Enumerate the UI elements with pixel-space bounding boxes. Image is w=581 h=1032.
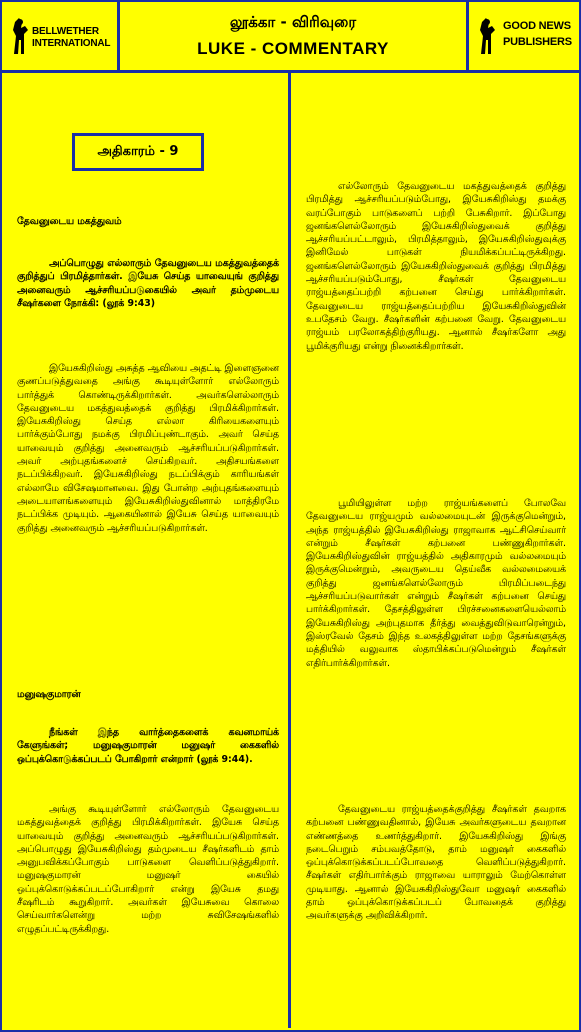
paragraph-1: இயேசுகிறிஸ்து அசுத்த ஆவியை அதட்டி இளைஞனை குணப்படுத்துவதை அங்கு கூடியுள்ளோர் எல்லோரும் பார்த்துக் கொண்டிருக்கிறார்கள். அவர்களெல்லாரும் தேவனுடைய மகத்துவத்தைக் குறித்து பிரமிக்கிறார்கள். இயேசுகிறிஸ்து செய்த எல்லா கிரியைகளையும் பார்க்கும்போது நமக்கு பிரமிப்புண்டாகும். அவர் செய்த யாவையும் குறித்து அனைவரும் ஆச்சரியப்படுகிறார்கள். அவர் அற்புதங்களைச் செய்கிறவர். அதிசயங்களை நடப்பிக்கிறவர். இயேசுகிறிஸ்து நடப்பிக்கும் காரியங்கள் எல்லாமே விசேஷமானவை. இது போன்ற அற்புதங்களையும் அடையாளங்களையும் இயேசுகிறிஸ்துவினால் மாத்திரமே நடப்பிக்க முடியும். ஆகையினால் இயேசு செய்த யாவையும் குறித்து அனைவரும் ஆச்சரியப்படுகிறார்கள்.: [17, 363, 279, 534]
quote-luke-9-43: அப்பொழுது எல்லாரும் தேவனுடைய மகத்துவத்தைக் குறித்துப் பிரமித்தார்கள். இயேசு செய்த யாவையுங் குறித்து அனைவரும் ஆச்சரியப்படுகையில் அவர் தம்முடைய சீஷர்களை நோக்கி: (லூக் 9:43): [17, 258, 279, 309]
heading-greatness: தேவனுடைய மகத்துவம்: [17, 216, 122, 227]
bellwether-ram-icon: [10, 14, 32, 56]
header: [2, 2, 579, 73]
left-logo-cell: [2, 2, 120, 70]
quote-luke-9-44: நீங்கள் இந்த வார்த்தைகளைக் கவனமாய்க் கேளுங்கள்; மனுஷகுமாரன் மனுஷர் கைகளில் ஒப்புக்கொடுக்கப்படப் போகிறார் என்றார் (லூக் 9:44).: [17, 727, 279, 765]
title-tamil: லூக்கா - விரிவுரை: [229, 13, 357, 31]
good-news-logo: [477, 12, 577, 58]
bellwether-logo: [10, 12, 110, 58]
chapter-box: அதிகாரம் - 9: [72, 133, 204, 171]
right-paragraph-3: தேவனுடைய ராஜ்யத்தைக்குறித்து சீஷர்கள் தவறாக கற்பனை பண்ணுவதினால், இயேசு அவர்களுடைய தவறான எண்ணத்தை உணர்த்துகிறார். இயேசுகிறிஸ்து இங்கு நடைபெறும் சம்பவத்தோடு, தாம் மனுஷர் கைகளில் ஒப்புக்கொடுக்கப்படப்போவதை வெளிப்படுத்துகிறார். சீஷர்கள் எதிர்பார்க்கும் ராஜாவை யாராலும் மேற்கொள்ள முடியாது. ஆனால் இயேசுகிறிஸ்துவோ மனுஷர் கைகளில் தாம் ஒப்புக்கொடுக்கப்படப் போவதைக் குறித்து அவர்களுக்கு அறிவிக்கிறார்.: [306, 804, 566, 922]
right-paragraph-1: எல்லோரும் தேவனுடைய மகத்துவத்தைக் குறித்து பிரமித்து ஆச்சரியப்படும்போது, இயேசுகிறிஸ்து தமக்கு வரப்போகும் பாடுகளைப் பற்றி பேசுகிறார். இப்போது ஜனங்களெல்லோரும் இயேசுகிறிஸ்துவைக் குறித்து ஆச்சரியப்பட்டாலும், பிரமித்தாலும், இயேசுகிறிஸ்துவுக்கு இனிமேல் பாடுகள் நியமிக்கப்பட்டிருக்கிறது. ஜனங்களெல்லோரும் இயேசுகிறிஸ்துவைக் குறித்து பிரமித்து ஆச்சரியப்படும்போது, சீஷர்கள் தேவனுடைய ராஜ்யத்தைப்பற்றி கற்பனை செய்து பார்க்கிறார்கள். தேவனுடைய ராஜ்யத்தைப்பற்றிய இயேசுகிறிஸ்துவின் உபதேசம் வேறு. சீஷர்களின் கற்பனை வேறு. தேவனுடைய ராஜ்யம் பரலோகத்திற்குரியது. ஆனால் சீஷர்களோ அது பூமிக்குரியது என்று நினைக்கிறார்கள்.: [306, 181, 566, 352]
heading-son-of-man: மனுஷகுமாரன்: [17, 689, 81, 700]
left-column: [2, 73, 291, 1028]
header-title-cell: [120, 2, 466, 70]
bellwether-logo-text: BELLWETHER INTERNATIONAL: [32, 26, 111, 49]
good-news-logo-text: GOOD NEWS PUBLISHERS: [503, 20, 572, 48]
right-paragraph-2: பூமியிலுள்ள மற்ற ராஜ்யங்களைப் போலவே தேவனுடைய ராஜ்யமும் வல்லமையுடன் இருக்குமென்றும், அந்த ராஜ்யத்தில் இயேசுகிறிஸ்து ராஜாவாக ஆட்சிசெய்வார் என்றும் சீஷர்கள் கற்பனை பண்ணுகிறார்கள். இயேசுகிறிஸ்துவின் ராஜ்யத்தில் அதிகாரமும் வல்லமையும் இருக்குமென்றும், அவருடைய தெய்வீக வல்லமையைக் குறித்து ஜனங்களெல்லோரும் பிரமிப்படைந்து ஆச்சரியப்படுவார்கள் என்றும் சீஷர்கள் கற்பனை செய்து பார்க்கிறார்கள். தேசத்திலுள்ள பிரச்சனைகளையெல்லாம் இயேசுகிறிஸ்து அற்புதமாக தீர்த்து வைத்துவிடுவாரென்றும், இஸ்ரவேல் தேசம் இந்த உலகத்திலுள்ள மற்ற தேசங்களுக்கு மத்தியில் வலுவாக ஸ்தாபிக்கப்படுமென்றும் சீஷர்கள் எதிர்பார்க்கிறார்கள்.: [306, 498, 566, 669]
right-logo-cell: [466, 2, 579, 70]
right-column: [294, 73, 579, 1028]
good-news-ram-icon: [477, 14, 499, 56]
title-english: LUKE - COMMENTARY: [197, 39, 389, 58]
paragraph-2: அங்கு கூடியுள்ளோர் எல்லோரும் தேவனுடைய மகத்துவத்தைக் குறித்து பிரமிக்கிறார்கள். இயேசு செய்த யாவையும் குறித்து அனைவரும் ஆச்சரியப்படுகிறார்கள். அப்பொழுது இயேசுகிறிஸ்து தம்முடைய சீஷர்களிடம் தாம் அனுபவிக்கப்போகும் பாடுகளை வெளிப்படுத்துகிறார். மனுஷகுமாரன் மனுஷர் கையில் ஒப்புக்கொடுக்கப்படப்போகிறார் என்று இயேசு தமது சீஷரிடம் கூறுகிறார். அவர்கள் இயேசுவை கொலை செய்வார்களென்று மற்ற சுவிசேஷங்களில் எழுதப்பட்டிருக்கிறது.: [17, 804, 279, 935]
